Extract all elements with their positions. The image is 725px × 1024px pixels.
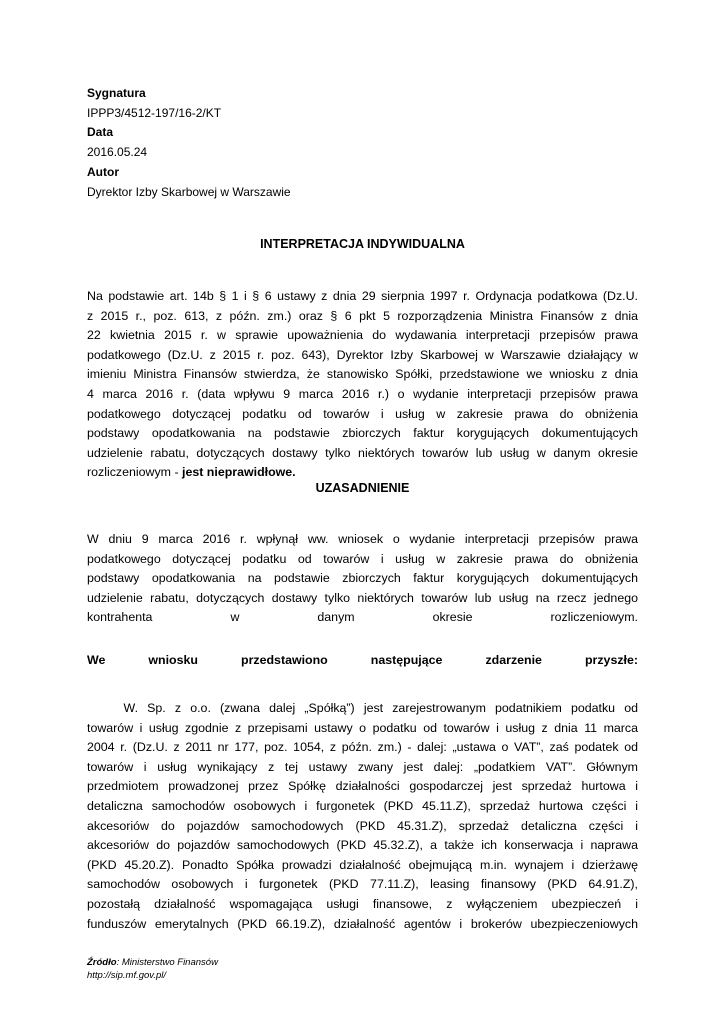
zdarzenie-line: akcesoriów do pojazdów samochodowych (PKD 45.31.Z), sprzedaż detaliczna części i	[87, 818, 638, 833]
verdict-text: jest nieprawidłowe.	[182, 465, 296, 480]
intro-line: podstawy opodatkowania na podstawie zbiorczych faktur korygujących dokumentujących	[87, 426, 638, 441]
source-separator: :	[116, 957, 122, 968]
source-url: http://sip.mf.gov.pl/	[87, 970, 167, 981]
uzasadnienie-line: podstawy opodatkowania na podstawie zbiorczych faktur korygujących dokumentujących	[87, 571, 638, 586]
zdarzenie-line: towarów i usług wynikający z tej ustawy zwany jest dalej: „podatkiem VAT”. Głównym	[87, 759, 638, 774]
author-label: Autor	[87, 164, 119, 179]
wniosek-heading-block	[87, 651, 638, 671]
zdarzenie-line: pozostałą działalność wspomagająca usługi finansowe, z wyłączeniem ubezpieczeń i	[87, 896, 638, 911]
source-value: Ministerstwo Finansów	[121, 957, 218, 968]
date-label: Data	[87, 125, 114, 140]
intro-last-line	[87, 463, 638, 483]
document-metadata	[87, 84, 291, 202]
uzasadnienie-line: kontrahenta w danym okresie rozliczeniowym.	[87, 610, 638, 625]
page-footer	[87, 956, 218, 982]
zdarzenie-line: towarów i usług zgodnie z przepisami ustawy o podatku od towarów i usług z dnia 11 marca	[87, 720, 638, 735]
zdarzenie-line: przedmiotem prowadzonej przez Spółkę działalności gospodarczej jest sprzedaż hurtowa i	[87, 779, 638, 794]
zdarzenie-line: 2004 r. (Dz.U. z 2011 nr 177, poz. 1054, z późn. zm.) - dalej: „ustawa o VAT”, zaś podatek od	[87, 740, 638, 755]
sygnatura-label: Sygnatura	[87, 86, 146, 100]
intro-line: z 2015 r., poz. 613, z późn. zm.) oraz § 6 pkt 5 rozporządzenia Ministra Finansów z dnia	[87, 308, 638, 323]
wniosek-heading: We wniosku przedstawiono następujące zdarzenie przyszłe:	[87, 653, 638, 667]
uzasadnienie-line: podatkowego dotyczącej podatku od towarów i usług w zakresie prawa do obniżenia	[87, 551, 638, 566]
zdarzenie-line: detaliczna samochodów osobowych i furgonetek (PKD 45.11.Z), sprzedaż hurtowa części i	[87, 798, 638, 813]
author-value: Dyrektor Izby Skarbowej w Warszawie	[87, 184, 291, 199]
intro-line: imieniu Ministra Finansów stwierdza, że stanowisko Spółki, przedstawione we wniosku z dnia	[87, 367, 638, 382]
intro-line: Na podstawie art. 14b § 1 i § 6 ustawy z dnia 29 sierpnia 1997 r. Ordynacja podatkowa (Dz.U.	[87, 289, 638, 303]
uzasadnienie-line: W dniu 9 marca 2016 r. wpłynął ww. wniosek o wydanie interpretacji przepisów prawa	[87, 532, 638, 546]
uzasadnienie-heading: UZASADNIENIE	[315, 481, 410, 495]
zdarzenie-line: funduszów emerytalnych (PKD 66.19.Z), działalność agentów i brokerów ubezpieczeniowych	[87, 916, 638, 931]
zdarzenie-line: samochodów osobowych i furgonetek (PKD 77.11.Z), leasing finansowy (PKD 64.91.Z),	[87, 877, 638, 892]
zdarzenie-paragraph	[87, 699, 638, 934]
zdarzenie-line: (PKD 45.20.Z). Ponadto Spółka prowadzi działalność obejmującą m.in. wynajem i dzierżawę	[87, 857, 638, 872]
sygnatura-value: IPPP3/4512-197/16-2/KT	[87, 105, 222, 120]
source-line	[87, 956, 218, 969]
source-label: Źródło	[87, 957, 117, 968]
zdarzenie-line: akcesoriów do pojazdów samochodowych (PKD 45.32.Z), a także ich konserwacja i naprawa	[87, 838, 638, 853]
intro-line: 22 kwietnia 2015 r. w sprawie upoważnienia do wydawania interpretacji przepisów prawa	[87, 328, 638, 343]
intro-line: udzielenie rabatu, dotyczących dostawy tylko niektórych towarów lub usług w danym okresie	[87, 445, 638, 460]
document-title: INTERPRETACJA INDYWIDUALNA	[260, 237, 465, 251]
intro-line: 4 marca 2016 r. (data wpływu 9 marca 2016 r.) o wydanie interpretacji przepisów prawa	[87, 386, 638, 401]
intro-paragraph	[87, 287, 638, 483]
uzasadnienie-paragraph	[87, 530, 638, 628]
date-value: 2016.05.24	[87, 145, 148, 160]
intro-last-text: rozliczeniowym -	[87, 465, 183, 480]
zdarzenie-line: W. Sp. z o.o. (zwana dalej „Spółką”) jest zarejestrowanym podatnikiem podatku od	[87, 701, 638, 715]
intro-line: podatkowego (Dz.U. z 2015 r. poz. 643), Dyrektor Izby Skarbowej w Warszawie działający w	[87, 347, 638, 362]
intro-line: podatkowego dotyczącej podatku od towarów i usług w zakresie prawa do obniżenia	[87, 406, 638, 421]
uzasadnienie-line: udzielenie rabatu, dotyczących dostawy tylko niektórych towarów lub usług na rzecz jednego	[87, 590, 638, 605]
